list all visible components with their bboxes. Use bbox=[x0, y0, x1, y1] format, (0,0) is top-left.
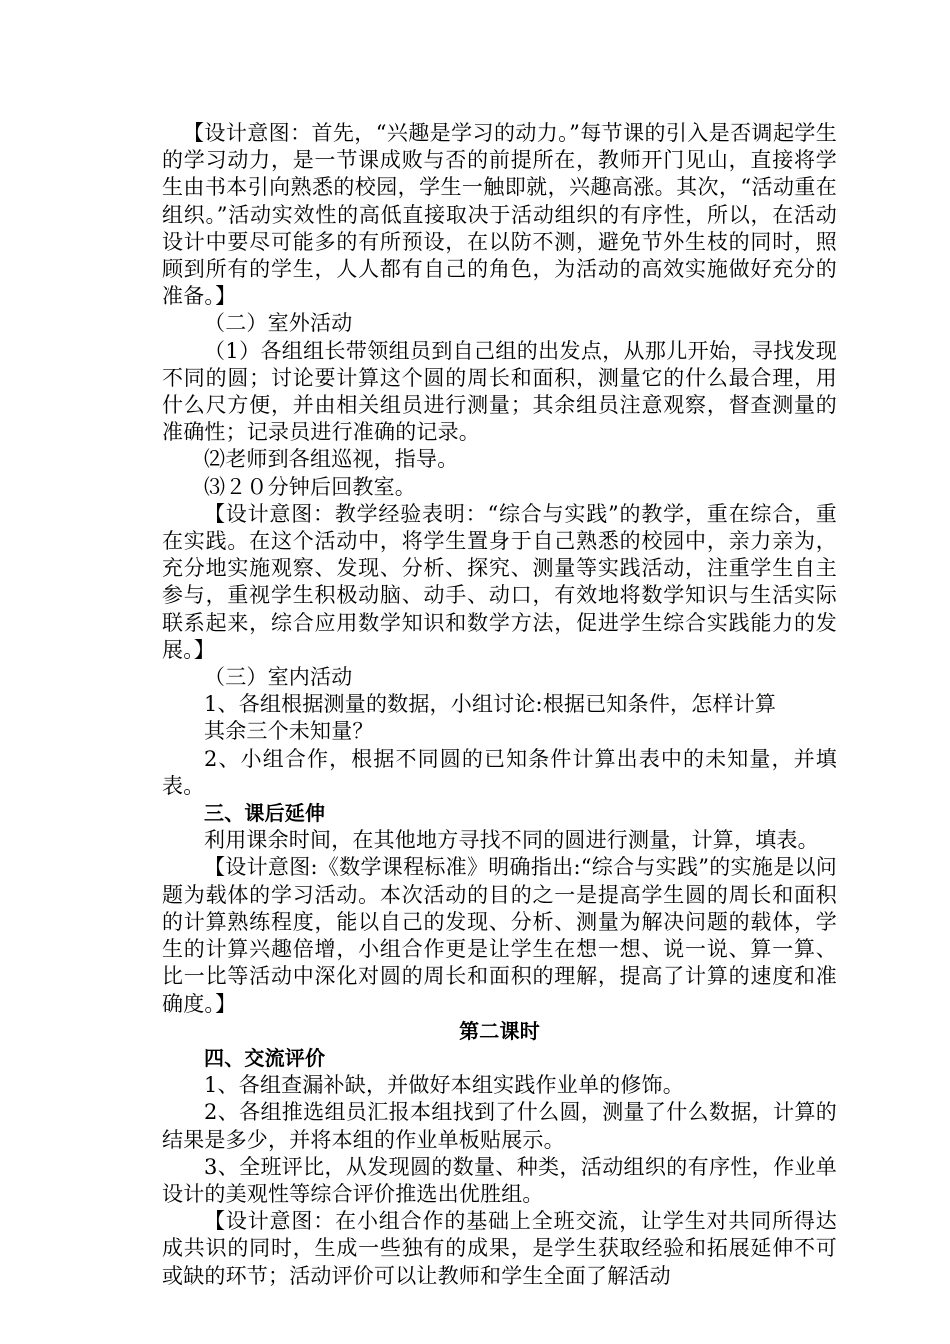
design-intent-paragraph-2: 【设计意图：教学经验表明：“综合与实践”的教学，重在综合，重在实践。在这个活动中，将学生置身于自己熟悉的校园中，亲力亲为，充分地实施观察、发现、分析、探究、测量等实践活动，注重学生自主参与，重视学生积极动脑、动手、动口，有效地将数学知识与生活实际联系起来，综合应用数学知识和数学方法，促进学生综合实践能力的发展。】 bbox=[162, 501, 837, 662]
section-heading-extension: 三、课后延伸 bbox=[204, 801, 326, 826]
indoor-step-1: 1、各组根据测量的数据，小组讨论:根据已知条件，怎样计算 bbox=[204, 692, 777, 717]
design-intent-paragraph-1: 【设计意图：首先，“兴趣是学习的动力。”每节课的引入是否调起学生的学习动力，是一节课成败与否的前提所在，教师开门见山，直接将学生由书本引向熟悉的校园，学生一触即就，兴趣高涨。其次，“活动重在组织。”活动实效性的高低直接取决于活动组织的有序性，所以，在活动设计中要尽可能多的有所预设，在以防不测，避免节外生枝的同时，照顾到所有的学生，人人都有自己的角色，为活动的高效实施做好充分的准备。】 bbox=[162, 121, 837, 309]
evaluation-step-3: 3、全班评比，从发现圆的数量、种类，活动组织的有序性，作业单设计的美观性等综合评价推选出优胜组。 bbox=[162, 1154, 837, 1206]
evaluation-step-1: 1、各组查漏补缺，并做好本组实践作业单的修饰。 bbox=[204, 1073, 684, 1098]
outdoor-step-1: （1）各组组长带领组员到自己组的出发点，从那儿开始，寻找发现不同的圆；讨论要计算这个圆的周长和面积，测量它的什么最合理，用什么尺方便，并由相关组员进行测量；其余组员注意观察，督查测量的准确性；记录员进行准确的记录。 bbox=[162, 338, 837, 445]
section-heading-indoor: （三）室内活动 bbox=[204, 665, 353, 690]
section-heading-evaluation: 四、交流评价 bbox=[204, 1045, 326, 1070]
section-heading-outdoor: （二）室外活动 bbox=[204, 311, 353, 336]
indoor-step-1-continued: 其余三个未知量？ bbox=[204, 719, 374, 744]
indoor-step-2: 2、小组合作，根据不同圆的已知条件计算出表中的未知量，并填表。 bbox=[162, 746, 837, 798]
document-body bbox=[162, 120, 837, 1290]
design-intent-paragraph-3: 【设计意图:《数学课程标准》明确指出:“综合与实践”的实施是以问题为载体的学习活动。本次活动的目的之一是提高学生圆的周长和面积的计算熟练程度，能以自己的发现、分析、测量为解决问题的载体，学生的计算兴趣倍增，小组合作更是让学生在想一想、说一说、算一算、比一比等活动中深化对圆的周长和面积的理解，提高了计算的速度和准确度。】 bbox=[162, 855, 837, 1016]
outdoor-step-3: ⑶２０分钟后回教室。 bbox=[204, 474, 416, 499]
extension-text: 利用课余时间，在其他地方寻找不同的圆进行测量，计算，填表。 bbox=[204, 828, 819, 853]
evaluation-step-2: 2、各组推选组员汇报本组找到了什么圆，测量了什么数据，计算的结果是多少，并将本组的作业单板贴展示。 bbox=[162, 1100, 837, 1152]
outdoor-step-2: ⑵老师到各组巡视，指导。 bbox=[204, 447, 459, 472]
design-intent-paragraph-4: 【设计意图：在小组合作的基础上全班交流，让学生对共同所得达成共识的同时，生成一些独有的成果，是学生获取经验和拓展延伸不可或缺的环节；活动评价可以让教师和学生全面了解活动 bbox=[162, 1209, 837, 1288]
lesson-two-title: 第二课时 bbox=[459, 1018, 540, 1043]
